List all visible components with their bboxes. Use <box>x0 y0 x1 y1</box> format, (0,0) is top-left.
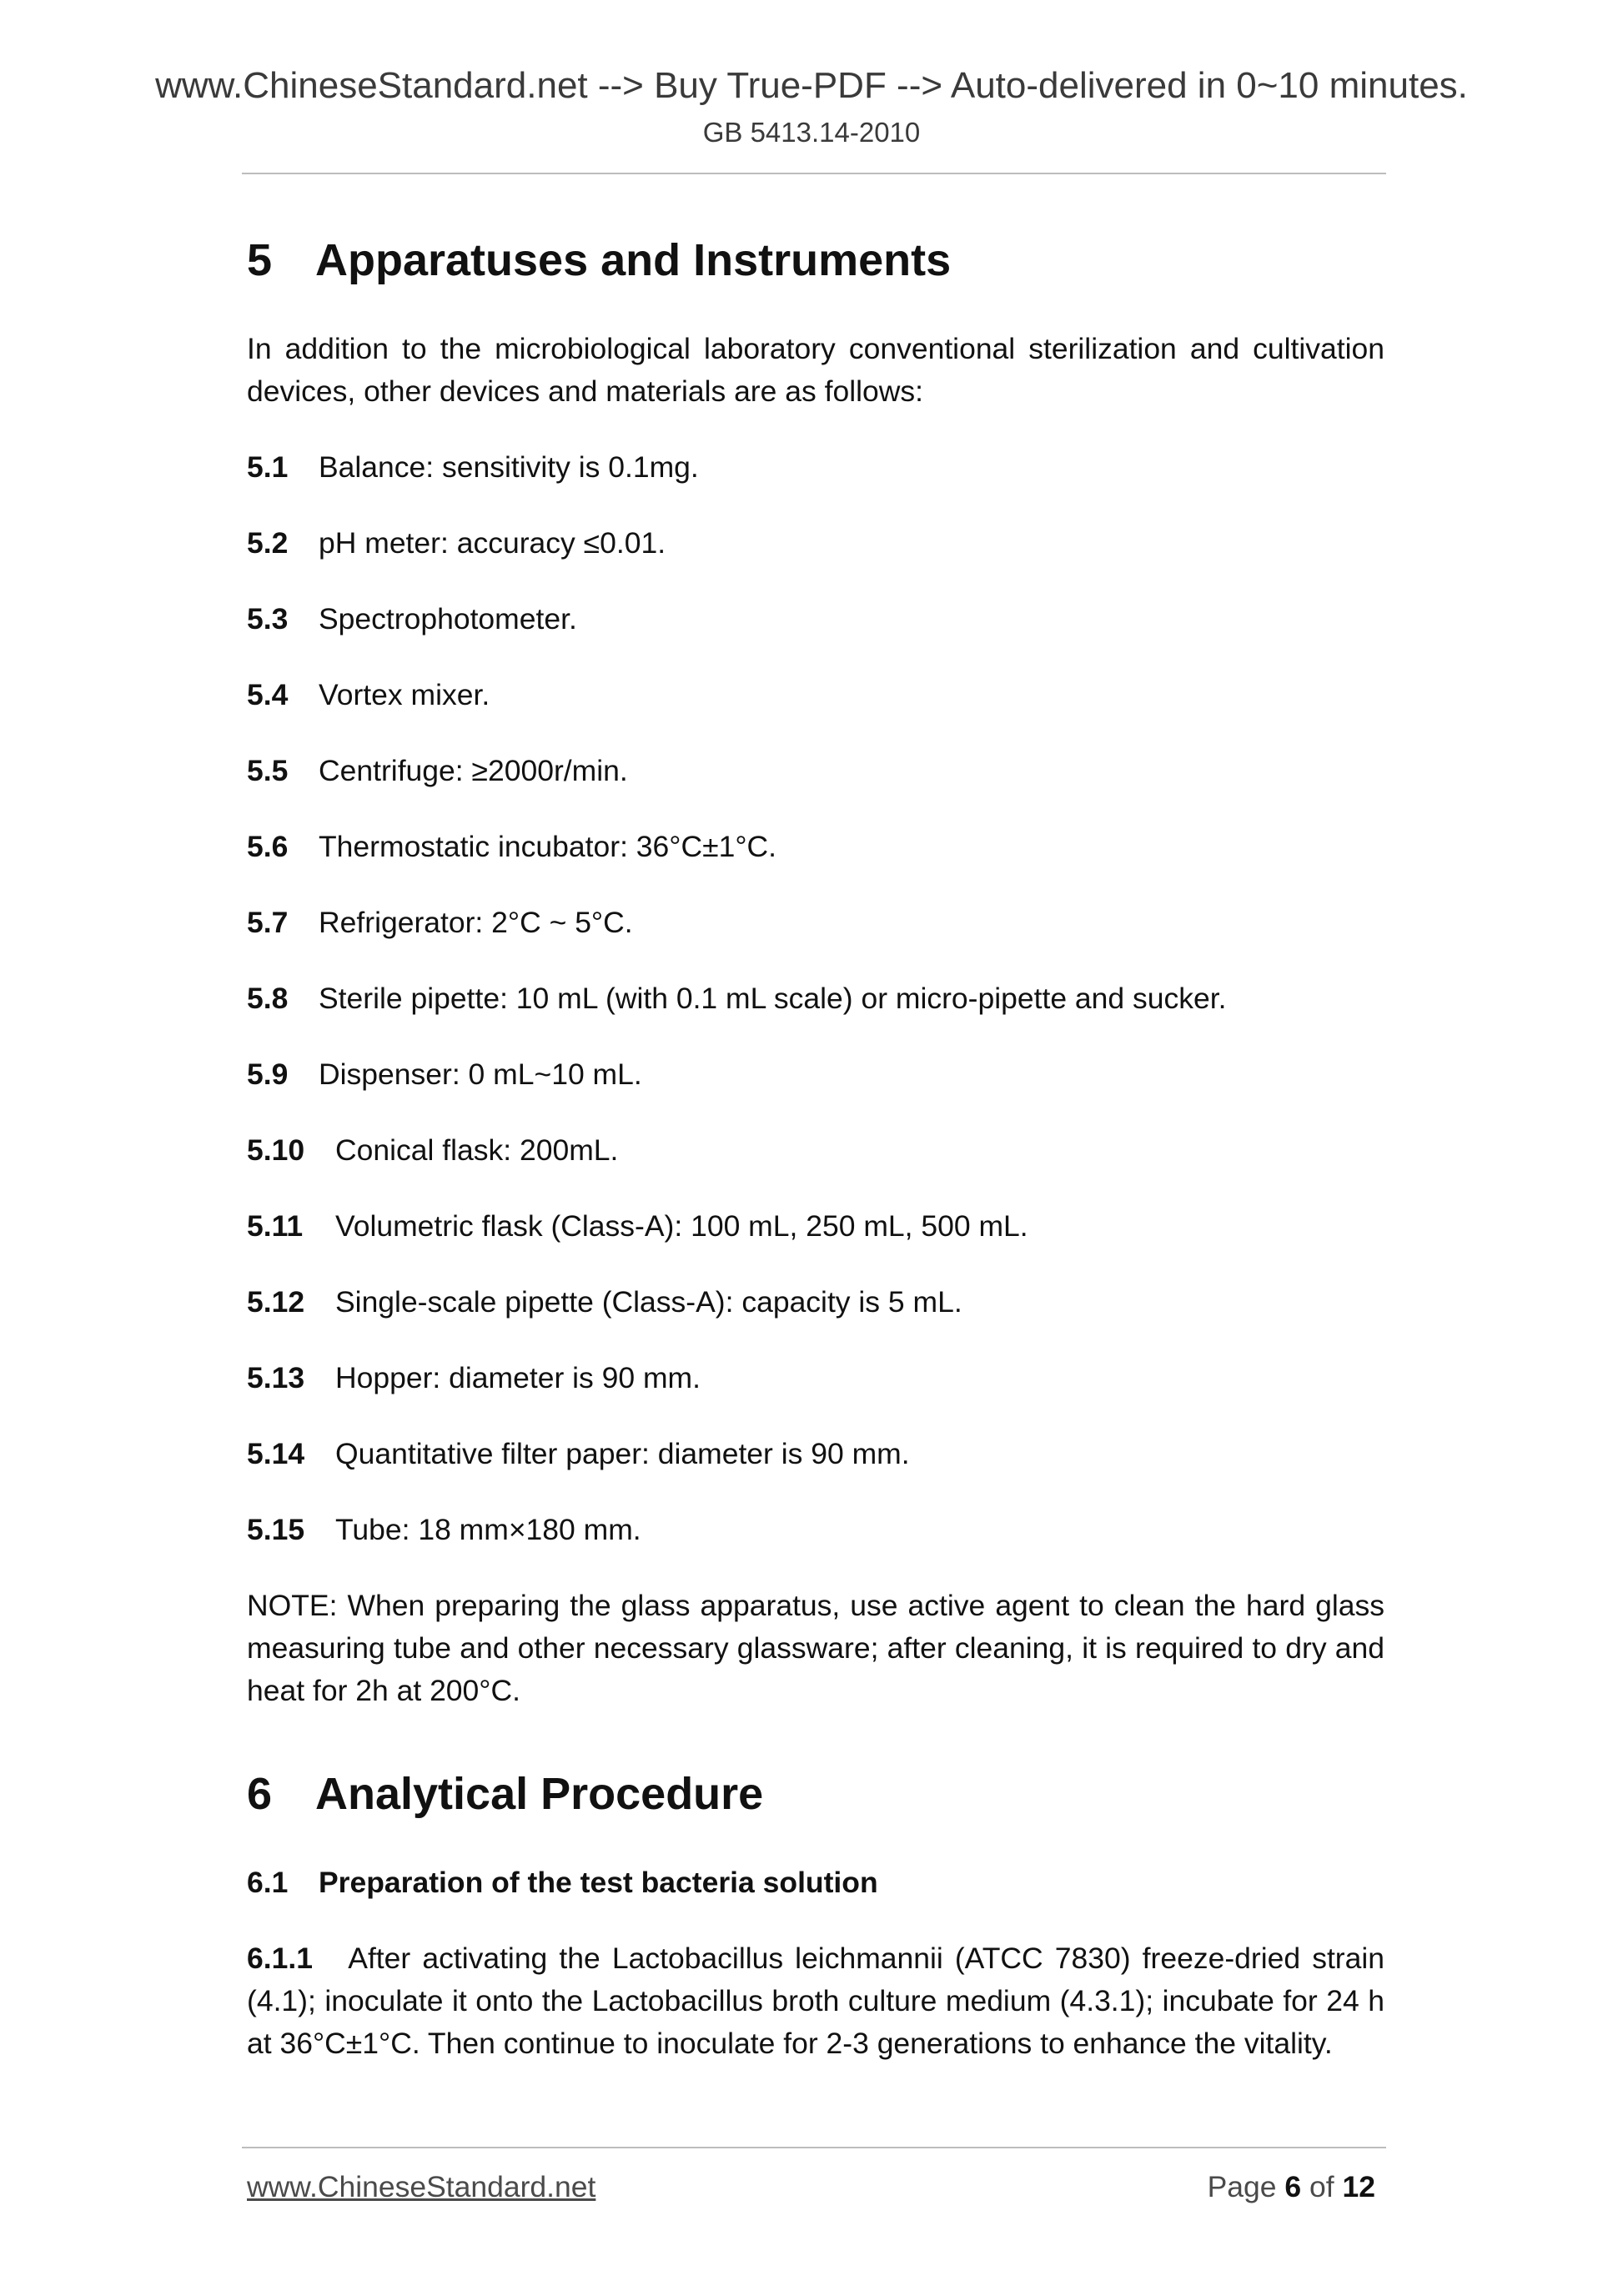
item-text: Balance: sensitivity is 0.1mg. <box>319 450 699 484</box>
section-5-intro: In addition to the microbiological laboratory conventional sterilization and cultivation devices, other devices and materials are as follows: <box>247 331 1384 408</box>
glassware-note: NOTE: When preparing the glass apparatus, use active agent to clean the hard glass measuring tube and other necessary glassware; after cleaning, it is required to dry and heat for 2h at 200°C. <box>247 1588 1384 1707</box>
total-page-count: 12 <box>1342 2170 1375 2203</box>
page-label: Page <box>1207 2170 1277 2203</box>
current-page-number: 6 <box>1284 2170 1302 2203</box>
item-text: Spectrophotometer. <box>319 601 577 636</box>
item-number: 5.11 <box>247 1208 304 1243</box>
item-number: 5.10 <box>247 1133 305 1167</box>
list-item <box>247 674 1384 716</box>
list-item <box>247 902 1384 944</box>
list-item <box>247 1357 1384 1399</box>
list-item <box>247 1205 1384 1248</box>
item-number: 5.6 <box>247 829 289 863</box>
list-item <box>247 1281 1384 1324</box>
item-number: 5.7 <box>247 905 289 939</box>
section-5-heading <box>247 234 1384 288</box>
section-6-heading <box>247 1767 1384 1821</box>
item-text: Volumetric flask (Class-A): 100 mL, 250 mL, 500 mL. <box>335 1208 1028 1243</box>
item-number: 5.1 <box>247 450 289 484</box>
header-divider <box>242 173 1386 174</box>
list-item <box>247 750 1384 792</box>
item-number: 5.5 <box>247 753 289 787</box>
subsection-6-1-heading <box>247 1861 1384 1904</box>
list-item <box>247 446 1384 489</box>
item-number: 5.15 <box>247 1512 305 1546</box>
subsection-number: 6.1 <box>247 1865 289 1899</box>
item-text: pH meter: accuracy ≤0.01. <box>319 525 666 560</box>
item-number: 5.9 <box>247 1057 289 1091</box>
list-item <box>247 1053 1384 1096</box>
list-item <box>247 1509 1384 1551</box>
item-text: Sterile pipette: 10 mL (with 0.1 mL scale) or micro-pipette and sucker. <box>319 981 1227 1015</box>
section-title: Apparatuses and Instruments <box>315 235 952 285</box>
list-item <box>247 1433 1384 1475</box>
item-number: 5.4 <box>247 677 289 711</box>
section-title: Analytical Procedure <box>315 1768 764 1819</box>
section-number: 5 <box>247 235 273 285</box>
section-number: 6 <box>247 1768 273 1819</box>
item-text: Centrifuge: ≥2000r/min. <box>319 753 628 787</box>
item-number: 5.13 <box>247 1360 305 1394</box>
page-of-label: of <box>1309 2170 1334 2203</box>
item-text: Refrigerator: 2°C ~ 5°C. <box>319 905 633 939</box>
item-text: Vortex mixer. <box>319 677 490 711</box>
item-text: Thermostatic incubator: 36°C±1°C. <box>319 829 777 863</box>
item-text: Conical flask: 200mL. <box>335 1133 619 1167</box>
subsection-title: Preparation of the test bacteria solution <box>319 1865 878 1899</box>
item-text: Hopper: diameter is 90 mm. <box>335 1360 701 1394</box>
header-url-line: www.ChineseStandard.net --> Buy True-PDF --> Auto-delivered in 0~10 minutes. <box>155 65 1468 106</box>
clause-number: 6.1.1 <box>247 1941 313 1975</box>
item-number: 5.2 <box>247 525 289 560</box>
page-indicator <box>1208 2170 1375 2204</box>
list-item <box>247 598 1384 641</box>
footer-divider <box>242 2147 1386 2148</box>
footer-site-link[interactable]: www.ChineseStandard.net <box>247 2170 596 2203</box>
item-number: 5.8 <box>247 981 289 1015</box>
item-number: 5.3 <box>247 601 289 636</box>
list-item <box>247 522 1384 565</box>
item-text: Dispenser: 0 mL~10 mL. <box>319 1057 642 1091</box>
item-number: 5.14 <box>247 1436 305 1470</box>
list-item <box>247 826 1384 868</box>
list-item <box>247 1129 1384 1172</box>
item-number: 5.12 <box>247 1284 305 1319</box>
apparatus-list <box>247 446 1384 1551</box>
clause-text: After activating the Lactobacillus leichmannii (ATCC 7830) freeze-dried strain (4.1); inoculate it onto the Lactobacillus broth culture medium (4.3.1); incubate for 24 h at 36°C±1°C. Then continue to inoculate for 2-3 generations to enhance the vitality. <box>247 1941 1385 2060</box>
item-text: Quantitative filter paper: diameter is 90 mm. <box>335 1436 910 1470</box>
list-item <box>247 977 1384 1020</box>
item-text: Tube: 18 mm×180 mm. <box>335 1512 641 1546</box>
clause-6-1-1 <box>247 1937 1384 2065</box>
header-standard-number: GB 5413.14-2010 <box>702 117 921 148</box>
page-body <box>247 234 1384 2065</box>
item-text: Single-scale pipette (Class-A): capacity is 5 mL. <box>335 1284 962 1319</box>
